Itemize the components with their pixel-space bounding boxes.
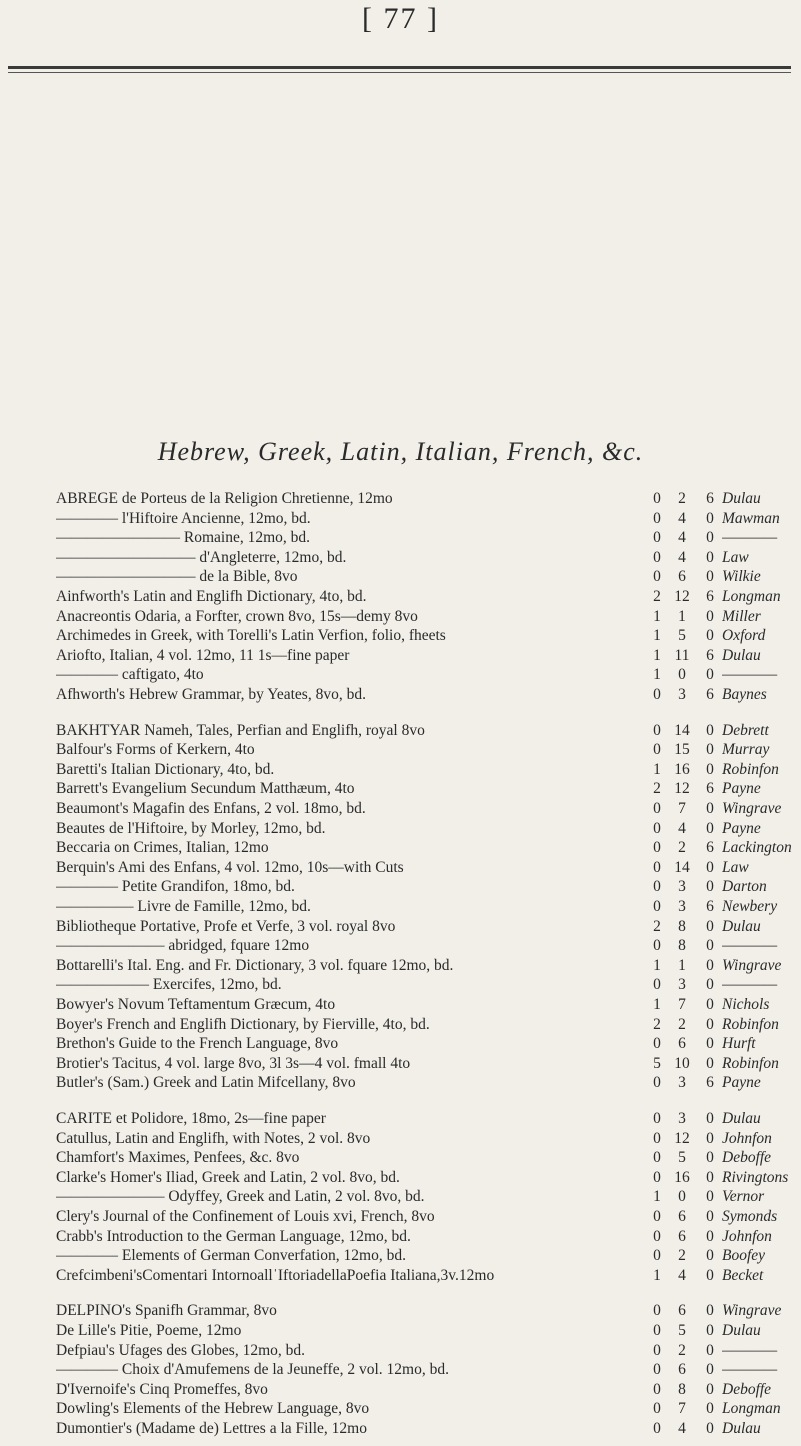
catalogue-entry [0,586,801,608]
publisher-name: Oxford [722,627,766,644]
price-pence: 0 [706,722,714,739]
publisher-name: Law [722,859,749,876]
price-pence: 0 [706,1110,714,1127]
price-shillings: 5 [678,1322,686,1339]
price-pence: 0 [706,1302,714,1319]
price-shillings: 3 [678,976,686,993]
price-pence: 0 [706,510,714,527]
catalogue-entry [0,1359,801,1381]
price-pounds: 1 [653,761,661,778]
price-shillings: 6 [678,568,686,585]
catalogue-entry [0,1033,801,1055]
price-pence: 0 [706,568,714,585]
price-shillings: 8 [678,918,686,935]
price-pence: 0 [706,800,714,817]
price-pence: 0 [706,1208,714,1225]
price-pence: 0 [706,1228,714,1245]
price-pounds: 0 [653,1169,661,1186]
price-pounds: 2 [653,1016,661,1033]
price-pence: 0 [706,529,714,546]
price-shillings: 6 [678,1361,686,1378]
price-pence: 0 [706,608,714,625]
entry-title: Brotier's Tacitus, 4 vol. large 8vo, 3l 3s—4 vol. fmall 4to [56,1055,411,1072]
entry-title: ————————— de la Bible, 8vo [56,568,298,585]
price-pounds: 0 [653,1208,661,1225]
price-pence: 6 [706,490,714,507]
price-pence: 0 [706,1035,714,1052]
entry-title: ———— caftigato, 4to [56,666,204,683]
publisher-name: Payne [722,780,761,797]
price-pounds: 0 [653,1247,661,1264]
entry-title: ———— Choix d'Amufemens de la Jeuneffe, 2 vol. 12mo, bd. [56,1361,449,1378]
catalogue-entry [0,739,801,761]
entry-title: Bibliotheque Portative, Profe et Verfe, 3 vol. royal 8vo [56,918,396,935]
price-pence: 0 [706,1247,714,1264]
entry-title: Clery's Journal of the Confinement of Louis xvi, French, 8vo [56,1208,435,1225]
entry-title: Barrett's Evangelium Secundum Matthæum, 4to [56,780,355,797]
publisher-name: Wingrave [722,1302,782,1319]
price-shillings: 7 [678,800,686,817]
price-pounds: 0 [653,878,661,895]
entry-title: Afhworth's Hebrew Grammar, by Yeates, 8vo, bd. [56,686,366,703]
price-shillings: 4 [678,820,686,837]
price-pence: 6 [706,780,714,797]
entry-title: Ainfworth's Latin and Englifh Dictionary, 4to, bd. [56,588,367,605]
entry-title: DELPINO's Spanifh Grammar, 8vo [56,1302,277,1319]
price-pounds: 1 [653,996,661,1013]
price-pounds: 0 [653,722,661,739]
entry-title: CARITE et Polidore, 18mo, 2s—fine paper [56,1110,326,1127]
price-shillings: 1 [678,957,686,974]
price-shillings: 4 [678,549,686,566]
price-pence: 0 [706,1055,714,1072]
price-pounds: 0 [653,898,661,915]
price-shillings: 6 [678,1208,686,1225]
price-pounds: 0 [653,741,661,758]
entry-title: Chamfort's Maximes, Penfees, &c. 8vo [56,1149,300,1166]
publisher-name: Dulau [722,1322,761,1339]
catalogue-entry [0,1186,801,1208]
price-pence: 0 [706,741,714,758]
price-pounds: 0 [653,1130,661,1147]
price-pounds: 0 [653,1110,661,1127]
entry-title: ———— Petite Grandifon, 18mo, bd. [56,878,295,895]
entry-title: D'Ivernoife's Cinq Promeffes, 8vo [56,1381,268,1398]
price-pounds: 0 [653,1228,661,1245]
entry-title: Defpiau's Ufages des Globes, 12mo, bd. [56,1342,306,1359]
price-shillings: 3 [678,1110,686,1127]
price-pounds: 0 [653,1035,661,1052]
price-pounds: 0 [653,859,661,876]
publisher-name: ———— [722,1342,778,1359]
publisher-name: Wingrave [722,800,782,817]
catalogue-entry [0,1108,801,1130]
publisher-name: Johnfon [722,1130,772,1147]
catalogue-entry [0,1245,801,1267]
price-shillings: 11 [674,647,690,664]
entry-title: ABREGE de Porteus de la Religion Chretienne, 12mo [56,490,393,507]
price-shillings: 3 [678,878,686,895]
price-pounds: 5 [653,1055,661,1072]
publisher-name: Payne [722,820,761,837]
entry-title: Catullus, Latin and Englifh, with Notes, 2 vol. 8vo [56,1130,371,1147]
section-heading: Hebrew, Greek, Latin, Italian, French, &c. [157,437,644,466]
price-pence: 0 [706,1130,714,1147]
price-shillings: 12 [674,1130,690,1147]
price-pence: 6 [706,839,714,856]
price-pounds: 0 [653,1420,661,1437]
entry-title: De Lille's Pitie, Poeme, 12mo [56,1322,242,1339]
price-pounds: 0 [653,976,661,993]
entry-title: ——————— abridged, fquare 12mo [56,937,310,954]
price-shillings: 12 [674,588,690,605]
price-pence: 0 [706,1188,714,1205]
price-shillings: 3 [678,1074,686,1091]
entry-title: BAKHTYAR Nameh, Tales, Perfian and Englifh, royal 8vo [56,722,425,739]
catalogue-entry [0,798,801,820]
price-pence: 6 [706,898,714,915]
entry-title: Dumontier's (Madame de) Lettres a la Fille, 12mo [56,1420,367,1437]
price-pence: 0 [706,820,714,837]
price-shillings: 12 [674,780,690,797]
publisher-name: ———— [722,529,778,546]
catalogue-entry [0,625,801,647]
price-pounds: 1 [653,957,661,974]
publisher-name: Miller [722,608,761,625]
publisher-name: Dulau [722,918,761,935]
entry-title: Dowling's Elements of the Hebrew Language, 8vo [56,1400,370,1417]
publisher-name: Robinfon [722,761,779,778]
publisher-name: ———— [722,976,778,993]
price-shillings: 15 [674,741,690,758]
price-pence: 0 [706,1322,714,1339]
catalogue-entry [0,566,801,588]
publisher-name: Wingrave [722,957,782,974]
price-shillings: 4 [678,510,686,527]
catalogue-entry [0,1265,801,1287]
publisher-name: Dulau [722,647,761,664]
price-shillings: 3 [678,898,686,915]
price-shillings: 0 [678,1188,686,1205]
publisher-name: Wilkie [722,568,761,585]
price-pounds: 1 [653,647,661,664]
price-pounds: 0 [653,1381,661,1398]
catalogue-entry [0,1300,801,1322]
catalogue-entry [0,527,801,549]
price-pounds: 0 [653,1342,661,1359]
catalogue-entry [0,974,801,996]
entry-title: ———— l'Hiftoire Ancienne, 12mo, bd. [56,510,311,527]
entry-title: Anacreontis Odaria, a Forfter, crown 8vo, 15s—demy 8vo [56,608,418,625]
entry-title: ————————— d'Angleterre, 12mo, bd. [56,549,347,566]
entry-title: Balfour's Forms of Kerkern, 4to [56,741,255,758]
price-pounds: 0 [653,568,661,585]
price-pounds: 0 [653,529,661,546]
publisher-name: Murray [722,741,770,758]
publisher-name: Mawman [722,510,780,527]
price-shillings: 16 [674,761,690,778]
price-shillings: 6 [678,1035,686,1052]
price-pence: 6 [706,588,714,605]
price-shillings: 2 [678,1016,686,1033]
price-pounds: 0 [653,1149,661,1166]
publisher-name: Dulau [722,490,761,507]
price-pounds: 0 [653,800,661,817]
price-pence: 0 [706,859,714,876]
price-pounds: 1 [653,627,661,644]
price-shillings: 14 [674,859,690,876]
catalogue-entry [0,994,801,1016]
price-shillings: 2 [678,1342,686,1359]
price-pence: 0 [706,1342,714,1359]
publisher-name: Dulau [722,1420,761,1437]
price-pence: 0 [706,1420,714,1437]
price-pounds: 0 [653,490,661,507]
price-pence: 0 [706,918,714,935]
price-shillings: 2 [678,839,686,856]
catalogue-entry [0,896,801,918]
price-pounds: 2 [653,918,661,935]
entry-title: ————— Livre de Famille, 12mo, bd. [56,898,311,915]
publisher-name: Debrett [722,722,769,739]
price-pence: 0 [706,549,714,566]
price-pounds: 1 [653,666,661,683]
price-pounds: 0 [653,820,661,837]
entry-title: Crefcimbeni'sComentari IntornoallˈIftoriadellaPoefia Italiana,3v.12mo [56,1267,495,1284]
entry-title: Baretti's Italian Dictionary, 4to, bd. [56,761,275,778]
publisher-name: Dulau [722,1110,761,1127]
publisher-name: Boofey [722,1247,766,1264]
publisher-name: ———— [722,666,778,683]
catalogue-entry [0,1072,801,1094]
entry-title: Crabb's Introduction to the German Language, 12mo, bd. [56,1228,411,1245]
entry-title: Beautes de l'Hiftoire, by Morley, 12mo, bd. [56,820,326,837]
price-shillings: 8 [678,1381,686,1398]
price-shillings: 5 [678,627,686,644]
price-shillings: 4 [678,1267,686,1284]
publisher-name: Symonds [722,1208,778,1225]
price-shillings: 5 [678,1149,686,1166]
top-rule [8,66,791,69]
price-pounds: 0 [653,549,661,566]
entry-title: Boyer's French and Englifh Dictionary, by Fierville, 4to, bd. [56,1016,430,1033]
price-pence: 0 [706,878,714,895]
publisher-name: Rivingtons [722,1169,789,1186]
price-pence: 6 [706,647,714,664]
publisher-name: Robinfon [722,1055,779,1072]
publisher-name: Payne [722,1074,761,1091]
publisher-name: Newbery [722,898,778,915]
price-pence: 6 [706,1074,714,1091]
price-shillings: 14 [674,722,690,739]
entry-title: Beccaria on Crimes, Italian, 12mo [56,839,269,856]
publisher-name: Robinfon [722,1016,779,1033]
price-pounds: 1 [653,1188,661,1205]
publisher-name: Law [722,549,749,566]
catalogue-entry [0,935,801,957]
publisher-name: Hurft [722,1035,756,1052]
publisher-name: Baynes [722,686,767,703]
price-pounds: 0 [653,686,661,703]
publisher-name: ———— [722,1361,778,1378]
entry-title: ———————— Romaine, 12mo, bd. [56,529,311,546]
price-pounds: 0 [653,1302,661,1319]
entry-title: ———— Elements of German Converfation, 12mo, bd. [56,1247,406,1264]
catalogue-entry [0,876,801,898]
price-shillings: 2 [678,490,686,507]
price-pounds: 2 [653,588,661,605]
publisher-name: Darton [722,878,767,895]
entry-title: Bowyer's Novum Teftamentum Græcum, 4to [56,996,336,1013]
price-pence: 0 [706,1169,714,1186]
catalogue-entry [0,837,801,859]
top-rule-thin [8,72,791,73]
price-shillings: 4 [678,529,686,546]
price-pence: 0 [706,937,714,954]
entry-title: Ariofto, Italian, 4 vol. 12mo, 11 1s—fine paper [56,647,350,664]
publisher-name: Longman [722,1400,781,1417]
catalogue-entry [0,488,801,510]
publisher-name: Becket [722,1267,764,1284]
publisher-name: ———— [722,937,778,954]
price-pence: 0 [706,1016,714,1033]
price-pounds: 0 [653,1361,661,1378]
entry-title: Brethon's Guide to the French Language, 8vo [56,1035,339,1052]
catalogue-entry [0,1398,801,1420]
price-shillings: 4 [678,1420,686,1437]
price-pence: 0 [706,761,714,778]
publisher-name: Vernor [722,1188,765,1205]
price-pounds: 0 [653,839,661,856]
entry-title: ——————— Odyffey, Greek and Latin, 2 vol. 8vo, bd. [56,1188,425,1205]
entry-title: Berquin's Ami des Enfans, 4 vol. 12mo, 10s—with Cuts [56,859,404,876]
publisher-name: Nichols [722,996,770,1013]
entry-title: Bottarelli's Ital. Eng. and Fr. Dictionary, 3 vol. fquare 12mo, bd. [56,957,454,974]
publisher-name: Longman [722,588,781,605]
price-shillings: 7 [678,1400,686,1417]
price-pounds: 1 [653,1267,661,1284]
price-shillings: 3 [678,686,686,703]
price-pounds: 1 [653,608,661,625]
price-pence: 0 [706,1149,714,1166]
price-pounds: 0 [653,1074,661,1091]
catalogue-entry [0,1320,801,1342]
catalogue-entry [0,1206,801,1228]
entry-title: Clarke's Homer's Iliad, Greek and Latin, 2 vol. 8vo, bd. [56,1169,400,1186]
price-shillings: 16 [674,1169,690,1186]
price-pence: 0 [706,666,714,683]
publisher-name: Lackington [722,839,792,856]
price-pence: 6 [706,686,714,703]
catalogue-entry [0,664,801,686]
catalogue-entry [0,684,801,706]
publisher-name: Deboffe [722,1381,772,1398]
price-pence: 0 [706,1361,714,1378]
entry-title: Archimedes in Greek, with Torelli's Latin Verfion, folio, fheets [56,627,446,644]
price-pence: 0 [706,1381,714,1398]
price-shillings: 6 [678,1302,686,1319]
price-pence: 0 [706,627,714,644]
price-shillings: 7 [678,996,686,1013]
price-shillings: 1 [678,608,686,625]
price-shillings: 8 [678,937,686,954]
catalogue-entry [0,1418,801,1440]
page-number: [ 77 ] [362,2,439,35]
price-pounds: 0 [653,937,661,954]
price-pence: 0 [706,957,714,974]
price-pence: 0 [706,996,714,1013]
price-pence: 0 [706,1400,714,1417]
price-pounds: 0 [653,510,661,527]
price-pounds: 0 [653,1400,661,1417]
price-shillings: 2 [678,1247,686,1264]
price-shillings: 6 [678,1228,686,1245]
price-pence: 0 [706,1267,714,1284]
catalogue-entry [0,778,801,800]
price-pounds: 2 [653,780,661,797]
entry-title: Beaumont's Magafin des Enfans, 2 vol. 18mo, bd. [56,800,366,817]
price-shillings: 10 [674,1055,690,1072]
entry-title: —————— Exercifes, 12mo, bd. [56,976,282,993]
entry-title: Butler's (Sam.) Greek and Latin Mifcellany, 8vo [56,1074,356,1091]
publisher-name: Deboffe [722,1149,772,1166]
publisher-name: Johnfon [722,1228,772,1245]
catalogue-entry [0,1147,801,1169]
price-pence: 0 [706,976,714,993]
price-pounds: 0 [653,1322,661,1339]
price-shillings: 0 [678,666,686,683]
